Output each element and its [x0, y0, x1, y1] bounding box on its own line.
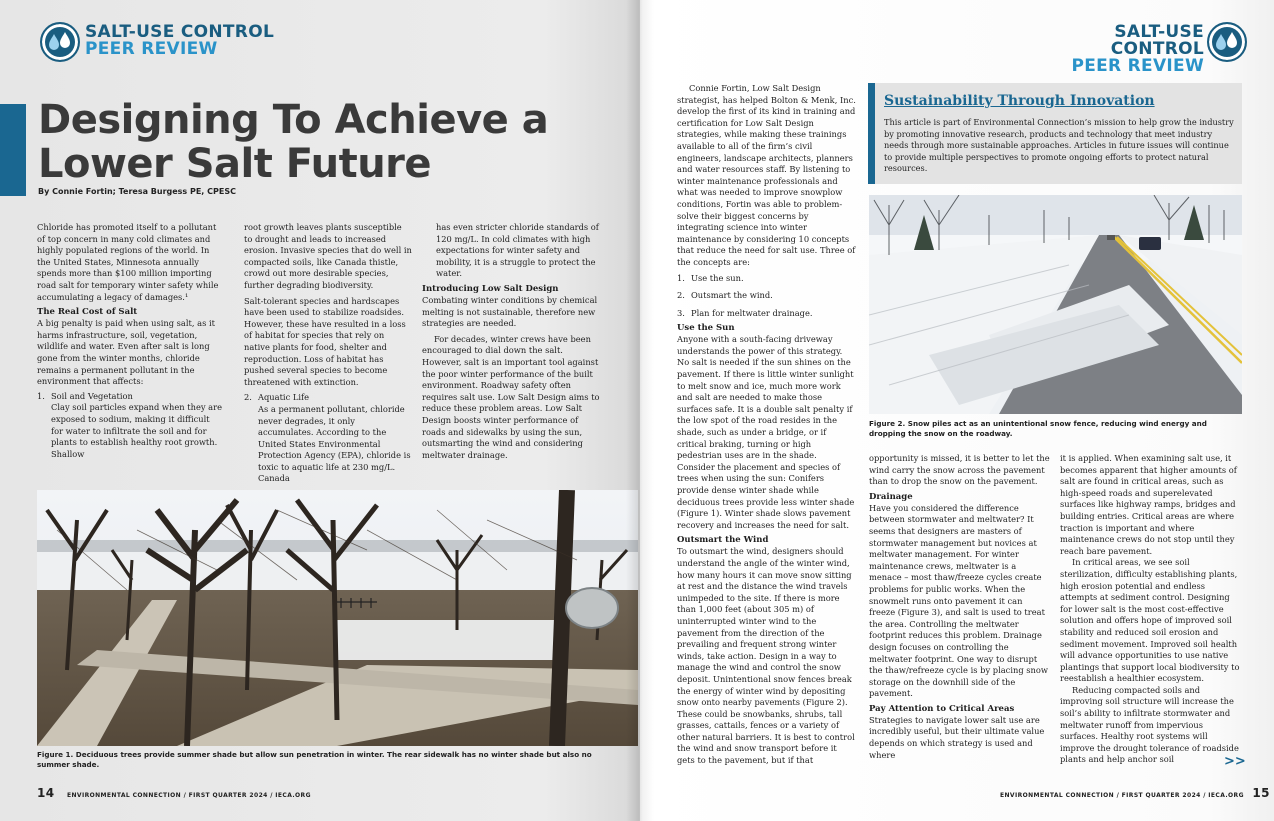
paragraph: Chloride has promoted itself to a pollutant of top concern in many cold climates and highly populated regions of the world. In the United States, Minnesota annually spends more than $100 million importing road salt for temporary winter safety while accumulating a legacy of damages.¹ — [37, 222, 219, 302]
list-item-title: Aquatic Life — [258, 392, 310, 403]
paragraph: For decades, winter crews have been encouraged to dial down the salt. However, salt is an important tool against the poor winter performance of the built environment. Roadway safety often requires salt use. Low Salt Design aims to reduce these problem areas. Low Salt Design boosts winter performance of roads and sidewalks by using the sun, outsmarting the wind and considering meltwater drainage. — [422, 333, 600, 460]
sidebar-body: This article is part of Environmental Connection’s mission to help grow the industry by promoting innovative research, products and technology that meet industry needs through more sustainable approaches. Articles in future issues will continue to provide multiple perspectives to promote ongoing efforts to protect natural resources. — [884, 117, 1234, 173]
list-item — [37, 391, 224, 403]
list-item-text: Plan for meltwater drainage. — [691, 307, 813, 318]
footer-text: ENVIRONMENTAL CONNECTION / FIRST QUARTER 2024 / IECA.ORG — [1000, 792, 1244, 799]
paragraph: Connie Fortin, Low Salt Design strategist, has helped Bolton & Menk, Inc. develop the first of its kind in training and certification for Low Salt Design strategies, while making these trainings available to all of the firm’s civil engineers, landscape architects, planners and water resources staff. By listening to winter maintenance professionals and what was needed to improve snowplow conditions, Fortin was able to problem-solve their biggest concerns by integrating science into winter maintenance by considering 10 concepts that reduce the need for salt use. Three of the concepts are: — [677, 83, 856, 267]
paragraph: Have you considered the difference between stormwater and meltwater? It seems that designers are masters of stormwater management but novices at meltwater management. For winter maintenance crews, meltwater is a menace – most thaw/freeze cycles create problems for public works. When the snowmelt runs onto pavement it can freeze (Figure 3), and salt is used to treat the area. Controlling the meltwater footprint reduces this problem. Drainage design focuses on controlling the meltwater footprint. One way to disrupt the thaw/refreeze cycle is by placing snow storage on the downhill side of the pavement. — [869, 502, 1048, 699]
subheading: Pay Attention to Critical Areas — [869, 703, 1015, 714]
list-number: 3. — [677, 307, 685, 318]
page-footer-left — [37, 786, 311, 800]
list-item — [244, 392, 412, 404]
paragraph: Reducing compacted soils and improving soil structure will increase the soil’s ability to infiltrate stormwater and meltwater runoff from impervious surfaces. Healthy root systems will improve the drought tolerance of roadside plants and help anchor soil — [1060, 684, 1239, 765]
left-column-2 — [244, 222, 412, 485]
paragraph: Combating winter conditions by chemical melting is not sustainable, therefore new strategies are needed. — [422, 294, 598, 329]
paragraph: As a permanent pollutant, chloride never degrades, it only accumulates. According to the United States Environmental Protection Agency (EPA), chloride is toxic to aquatic life at 230 mg/L. Canada — [258, 403, 411, 484]
figure-2-caption: Figure 2. Snow piles act as an unintentional snow fence, reducing wind energy and dropping the snow on the roadway. — [869, 419, 1207, 438]
paragraph: it is applied. When examining salt use, it becomes apparent that higher amounts of salt are found in critical areas, such as high-speed roads and superelevated surfaces like highway ramps, bridges and building entries. Critical areas are where traction is important and where maintenance crews do not stop until they reach bare pavement. — [1060, 453, 1237, 556]
title-accent-bar — [0, 104, 26, 196]
sidebar-title: Sustainability Through Innovation — [884, 93, 1155, 109]
subheading: The Real Cost of Salt — [37, 307, 138, 318]
paragraph: To outsmart the wind, designers should understand the angle of the winter wind, how many hours it can move snow sitting at rest and the distance the wind travels unimpeded to the site. If there is more than 1,000 feet (about 305 m) of uninterrupted winter wind to the pavement from the direction of the prevailing and frequent strong winter winds, take action. Design in a way to manage the wind and control the snow deposit. Unintentional snow fences break the energy of winter wind by depositing snow onto nearby pavements (Figure 2). These could be snowbanks, shrubs, tall grasses, cattails, fences or a variety of other natural barriers. It is best to control the wind and snow transport before it gets to the pavement, but if that — [677, 546, 855, 766]
paragraph: Salt-tolerant species and hardscapes have been used to stabilize roadsides. However, these have resulted in a loss of habitat for species that rely on native plants for food, shelter and reproduction. Loss of habitat has pushed several species to become threatened with extinction. — [244, 295, 406, 387]
list-number: 2. — [677, 290, 685, 301]
subheading: Outsmart the Wind — [677, 535, 769, 546]
figure-2-photo — [869, 195, 1242, 414]
page-footer-right — [1000, 786, 1270, 800]
series-line-1: SALT-USE CONTROL — [85, 22, 275, 42]
series-label — [85, 24, 274, 58]
right-column-3 — [1060, 453, 1242, 766]
paragraph: opportunity is missed, it is better to let the wind carry the snow across the pavement than to drop the snow on the pavement. — [869, 453, 1050, 487]
list-item — [677, 273, 857, 285]
list-number: 1. — [37, 390, 45, 401]
water-drops-icon — [1207, 22, 1247, 62]
left-column-1 — [37, 222, 224, 460]
series-label — [1024, 24, 1204, 75]
byline: By Connie Fortin; Teresa Burgess PE, CPESC — [38, 187, 236, 196]
paragraph: root growth leaves plants susceptible to drought and leads to increased erosion. Invasive species that do well in compacted soils, like Canada thistle, crowd out more desirable species, further degrading biodiversity. — [244, 222, 412, 290]
list-number: 2. — [244, 392, 252, 403]
figure-1-photo — [37, 490, 638, 746]
right-page — [640, 0, 1274, 821]
figure-1-caption: Figure 1. Deciduous trees provide summer shade but allow sun penetration in winter. The rear sidewalk has no winter shade but also no summer shade. — [37, 750, 592, 769]
left-column-3 — [422, 222, 604, 461]
paragraph: Strategies to navigate lower salt use are incredibly useful, but their ultimate value depends on which strategy is used and where — [869, 714, 1045, 760]
paragraph: A big penalty is paid when using salt, as it harms infrastructure, soil, vegetation, wildlife and water. Even after salt is long gone from the winter months, chloride remains a permanent pollutant in the environment that affects: — [37, 318, 215, 387]
list-item-title: Soil and Vegetation — [51, 390, 133, 401]
paragraph: Anyone with a south-facing driveway understands the power of this strategy. No salt is needed if the sun shines on the pavement. If there is little winter sunlight to melt snow and ice, much more work and salt are needed to make those surfaces safe. It is a double salt penalty if the low spot of the road resides in the shade, such as under a bridge, or if critical braking, turning or high pedestrian uses are in the shade. Consider the placement and species of trees when using the sun: Conifers provide dense winter shade while deciduous trees provide less winter shade (Figure 1). Winter shade slows pavement recovery and increases the need for salt. — [677, 334, 855, 530]
series-line-1: SALT-USE CONTROL — [1110, 22, 1204, 59]
paragraph: has even stricter chloride standards of 120 mg/L. In cold climates with high expectations for winter safety and mobility, it is a struggle to protect the water. — [436, 222, 599, 279]
sidebar-accent-stripe — [868, 83, 875, 184]
right-column-1 — [677, 83, 857, 767]
list-item-text: Use the sun. — [691, 272, 744, 283]
subheading: Use the Sun — [677, 323, 735, 334]
paragraph: Clay soil particles expand when they are exposed to sodium, making it difficult for water to infiltrate the soil and for plants to establish healthy root growth. Shallow — [51, 402, 222, 459]
page-number: 14 — [37, 786, 55, 800]
list-item-text: Outsmart the wind. — [691, 290, 773, 301]
water-drops-icon — [40, 22, 80, 62]
list-item — [677, 290, 857, 302]
article-title: Designing To Achieve a Lower Salt Future — [38, 97, 549, 187]
list-item — [677, 308, 857, 320]
subheading: Introducing Low Salt Design — [422, 283, 559, 294]
continued-arrow-icon: >> — [1224, 754, 1246, 769]
subheading: Drainage — [869, 491, 913, 502]
list-number: 1. — [677, 272, 685, 283]
series-line-2: PEER REVIEW — [1071, 56, 1204, 76]
right-column-2 — [869, 453, 1050, 761]
page-number: 15 — [1252, 786, 1270, 800]
footer-text: ENVIRONMENTAL CONNECTION / FIRST QUARTER 2024 / IECA.ORG — [67, 792, 311, 799]
sustainability-sidebar — [868, 83, 1242, 184]
series-line-2: PEER REVIEW — [85, 39, 218, 59]
paragraph: In critical areas, we see soil sterilization, difficulty establishing plants, high erosion potential and endless attempts at sediment control. Designing for lower salt is the most cost-effective solution and offers hope of improved soil stability and reduced soil erosion and sediment movement. Improved soil health will advance opportunities to use native plantings that support local biodiversity to reestablish a healthier ecosystem. — [1060, 557, 1240, 684]
